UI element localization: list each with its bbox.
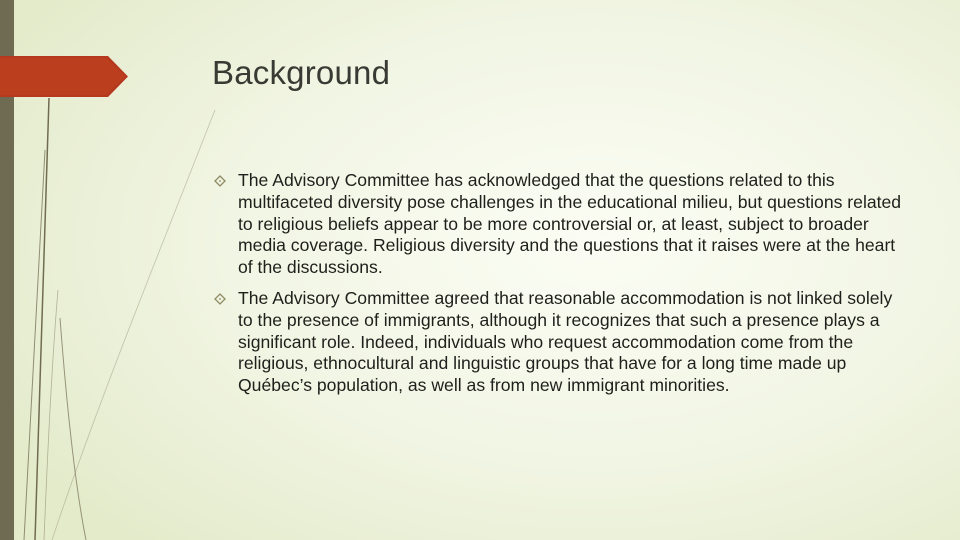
bullet-item (214, 170, 904, 279)
accent-arrow (0, 56, 128, 97)
diamond-outline-icon (214, 175, 226, 187)
bullet-text: The Advisory Committee has acknowledged that the questions related to this multifaceted diversity pose challenges in the educational milieu, but questions related to religious beliefs appear to be more controversial or, at least, subject to broader media coverage. Religious diversity and the questions that it raises were at the heart of the discussions. (238, 170, 902, 278)
bullet-item (214, 288, 904, 397)
bullet-list (214, 170, 904, 406)
bullet-text: The Advisory Committee agreed that reasonable accommodation is not linked solely to the presence of immigrants, although it recognizes that such a presence plays a significant role. Indeed, individuals who request accommodation come from the religious, ethnocultural and linguistic groups that have for a long time made up Québec’s population, as well as from new immigrant minorities. (238, 287, 893, 396)
diamond-outline-icon (214, 293, 226, 305)
slide-title: Background (212, 54, 391, 91)
